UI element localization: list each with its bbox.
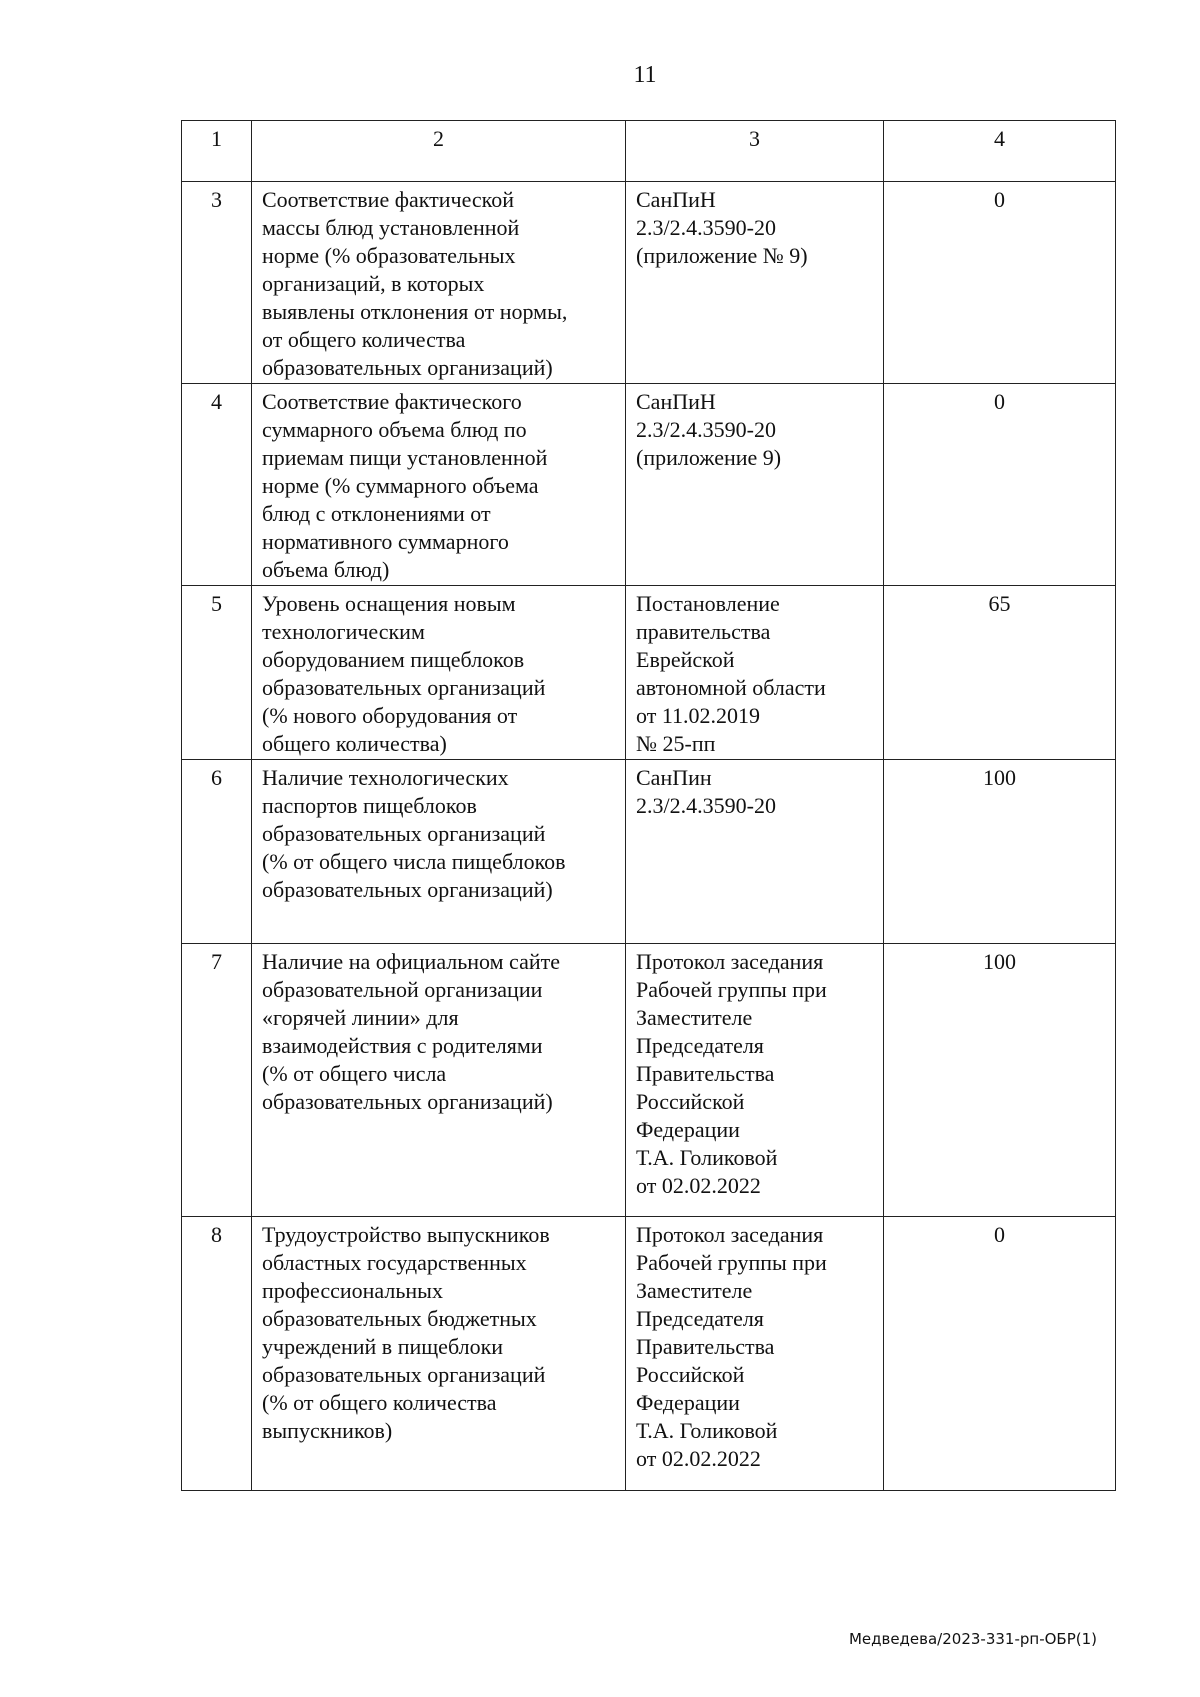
- table-row: [182, 760, 1116, 944]
- row-number: 4: [182, 384, 252, 586]
- header-cell-1: 1: [182, 121, 252, 182]
- indicators-table: [181, 120, 1116, 1491]
- indicator-cell: Трудоустройство выпускников областных государственных профессиональных образовательных бюджетных учреждений в пищеблоки образовательных организаций (% от общего количества выпускников): [252, 1217, 626, 1491]
- page-number: 11: [633, 62, 657, 88]
- header-cell-2: 2: [252, 121, 626, 182]
- table-row: [182, 586, 1116, 760]
- row-number: 5: [182, 586, 252, 760]
- value-cell: 100: [884, 760, 1116, 944]
- indicator-cell: Соответствие фактической массы блюд установленной норме (% образовательных организаций, в которых выявлены отклонения от нормы, от общего количества образовательных организаций): [252, 182, 626, 384]
- row-number: 6: [182, 760, 252, 944]
- row-number: 8: [182, 1217, 252, 1491]
- indicator-cell: Наличие на официальном сайте образовательной организации «горячей линии» для взаимодействия с родителями (% от общего числа образовательных организаций): [252, 944, 626, 1217]
- table-header-row: [182, 121, 1116, 182]
- value-cell: 0: [884, 182, 1116, 384]
- table-row: [182, 1217, 1116, 1491]
- source-cell: СанПин 2.3/2.4.3590-20: [626, 760, 884, 944]
- document-code: Медведева/2023-331-рп-ОБР(1): [848, 1630, 1097, 1648]
- table-row: [182, 944, 1116, 1217]
- value-cell: 0: [884, 1217, 1116, 1491]
- source-cell: Протокол заседания Рабочей группы при Заместителе Председателя Правительства Российской Федерации Т.А. Голиковой от 02.02.2022: [626, 944, 884, 1217]
- row-number: 7: [182, 944, 252, 1217]
- value-cell: 0: [884, 384, 1116, 586]
- indicator-cell: Наличие технологических паспортов пищеблоков образовательных организаций (% от общего числа пищеблоков образовательных организаций): [252, 760, 626, 944]
- row-number: 3: [182, 182, 252, 384]
- table-row: [182, 182, 1116, 384]
- source-cell: Протокол заседания Рабочей группы при Заместителе Председателя Правительства Российской Федерации Т.А. Голиковой от 02.02.2022: [626, 1217, 884, 1491]
- value-cell: 100: [884, 944, 1116, 1217]
- source-cell: СанПиН 2.3/2.4.3590-20 (приложение № 9): [626, 182, 884, 384]
- header-cell-3: 3: [626, 121, 884, 182]
- indicator-cell: Уровень оснащения новым технологическим оборудованием пищеблоков образовательных организаций (% нового оборудования от общего количества): [252, 586, 626, 760]
- table-row: [182, 384, 1116, 586]
- value-cell: 65: [884, 586, 1116, 760]
- header-cell-4: 4: [884, 121, 1116, 182]
- source-cell: Постановление правительства Еврейской автономной области от 11.02.2019 № 25-пп: [626, 586, 884, 760]
- source-cell: СанПиН 2.3/2.4.3590-20 (приложение 9): [626, 384, 884, 586]
- indicator-cell: Соответствие фактического суммарного объема блюд по приемам пищи установленной норме (% суммарного объема блюд с отклонениями от нормативного суммарного объема блюд): [252, 384, 626, 586]
